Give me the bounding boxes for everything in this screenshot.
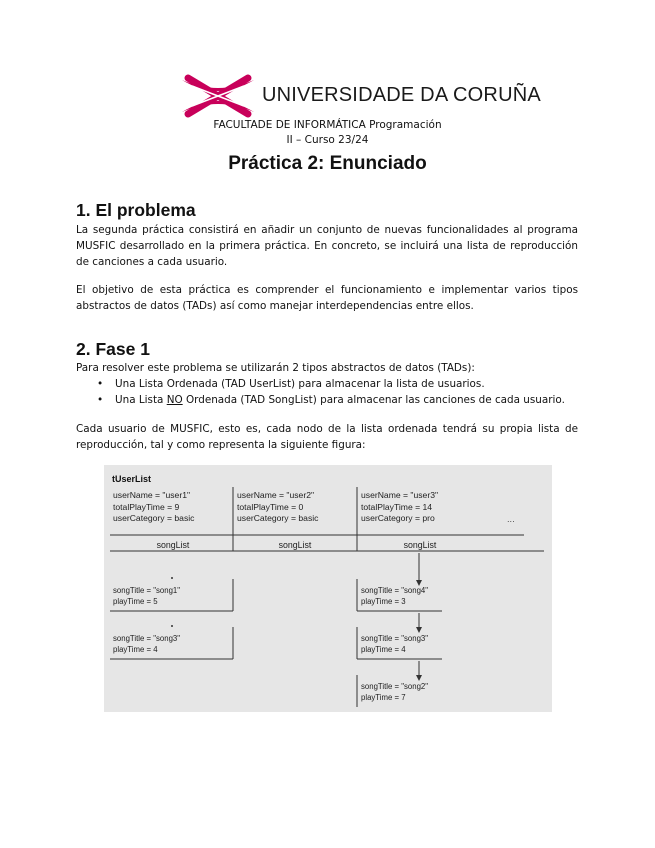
user-category: userCategory = basic: [113, 513, 195, 523]
song-playtime: playTime = 7: [361, 693, 406, 702]
text-line: reproducción, tal y como representa la siguiente figura:: [76, 439, 366, 451]
song-playtime: playTime = 3: [361, 597, 406, 606]
song-node: [361, 681, 428, 703]
user-category: userCategory = basic: [237, 513, 319, 523]
song-node: [113, 633, 180, 655]
song-playtime: playTime = 4: [113, 645, 158, 654]
section-2-heading: 2. Fase 1: [76, 339, 150, 359]
song-node: [361, 585, 428, 607]
song-node: [113, 585, 180, 607]
text-line: El objetivo de esta práctica es comprender el funcionamiento e implementar varios tipos: [76, 284, 578, 296]
user-category: userCategory = pro: [361, 513, 435, 523]
song-title: songTitle = "song4": [361, 586, 429, 595]
university-emblem-icon: [178, 72, 258, 120]
song-playtime: playTime = 4: [361, 645, 406, 654]
user-node-1: [113, 490, 194, 525]
song-playtime: playTime = 5: [113, 597, 158, 606]
faculty-line-2: II – Curso 23/24: [286, 134, 369, 146]
user-name: userName = "user2": [237, 490, 315, 500]
songlist-label: songList: [156, 540, 190, 550]
text-line: La segunda práctica consistirá en añadir un conjunto de nuevas funcionalidades al programa: [76, 224, 578, 236]
section-1-paragraph-2: [76, 282, 578, 314]
user-node-2: [237, 490, 318, 525]
document-title: Práctica 2: Enunciado: [228, 153, 427, 174]
user-playtime: totalPlayTime = 9: [113, 501, 180, 512]
bullet-text-pre: Una Lista: [115, 394, 167, 406]
tad-list: [95, 376, 565, 408]
list-item: [95, 392, 565, 408]
text-line: Para resolver este problema se utilizarán 2 tipos abstractos de datos (TADs):: [76, 362, 475, 374]
bullet-text: Una Lista Ordenada (TAD UserList) para almacenar la lista de usuarios.: [115, 378, 485, 390]
song-title: songTitle = "song3": [361, 634, 429, 643]
text-line: MUSFIC desarrollado en la primera práctica. En concreto, se incluirá una lista de reproducción: [76, 240, 578, 252]
userlist-diagram: [104, 465, 552, 712]
songlist-label: songList: [278, 540, 312, 550]
song-title: songTitle = "song1": [113, 586, 181, 595]
bullet-text-underlined: NO: [166, 394, 183, 406]
section-2-paragraph: [76, 421, 578, 453]
section-1-paragraph-1: [76, 222, 578, 270]
song-title: songTitle = "song3": [113, 634, 181, 643]
faculty-line: [0, 118, 655, 148]
diagram-title: tUserList: [112, 474, 152, 484]
list-item: [95, 376, 565, 392]
section-1-heading: 1. El problema: [76, 200, 196, 220]
user-name: userName = "user3": [361, 490, 439, 500]
user-node-3: [361, 490, 438, 525]
song-node: [361, 633, 428, 655]
user-playtime: totalPlayTime = 14: [361, 501, 433, 512]
bullet-text-post: Ordenada (TAD SongList) para almacenar las canciones de cada usuario.: [182, 394, 565, 406]
user-name: userName = "user1": [113, 490, 191, 500]
more-users-ellipsis: ...: [507, 515, 515, 524]
section-2-intro: [76, 360, 578, 376]
faculty-line-1: FACULTADE DE INFORMÁTICA Programación: [213, 119, 442, 131]
university-name: UNIVERSIDADE DA CORUÑA: [262, 84, 541, 106]
song-title: songTitle = "song2": [361, 682, 429, 691]
songlist-label: songList: [403, 540, 437, 550]
text-line: abstractos de datos (TADs) así como manejar interdependencias entre ellos.: [76, 300, 474, 312]
user-playtime: totalPlayTime = 0: [237, 501, 304, 512]
text-line: Cada usuario de MUSFIC, esto es, cada nodo de la lista ordenada tendrá su propia lista de: [76, 423, 578, 435]
text-line: de canciones a cada usuario.: [76, 256, 228, 268]
